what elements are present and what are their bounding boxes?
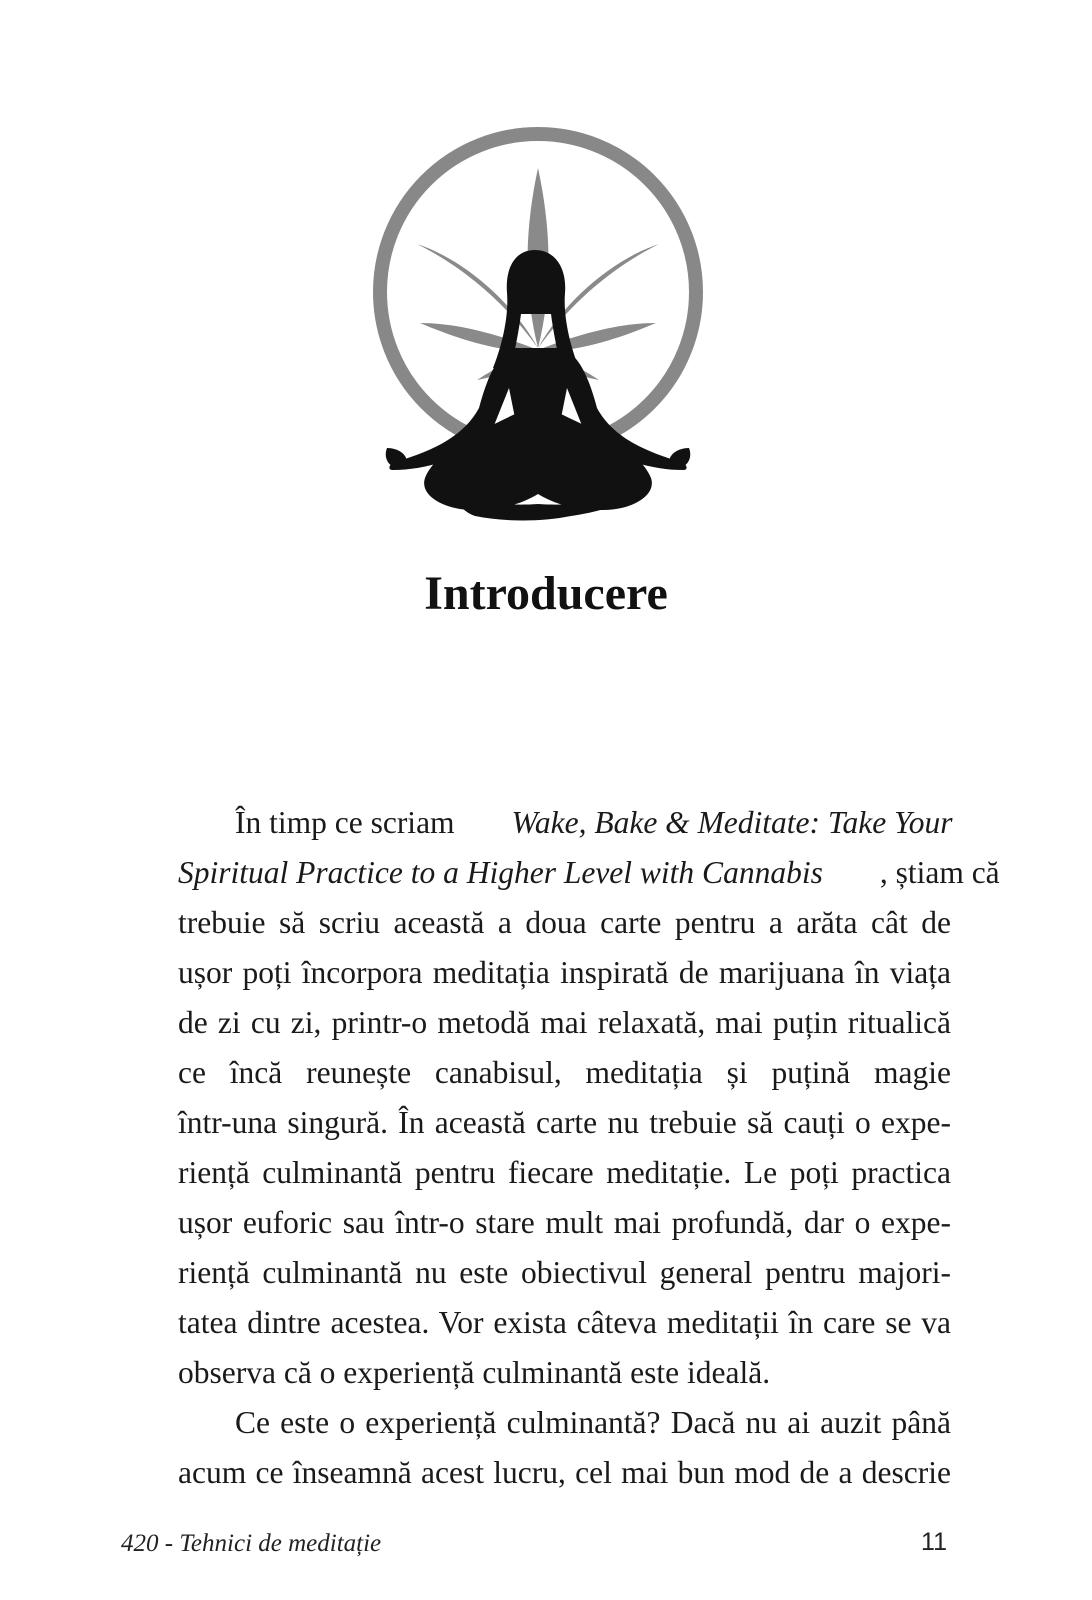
paragraph-1 — [121, 798, 1000, 1398]
paragraph-2 — [121, 1398, 951, 1498]
text-line: observa că o experiență culminantă este ideală. — [178, 1355, 771, 1390]
text-line: tatea dintre acestea. Vor exista câteva meditații în care se va — [178, 1305, 951, 1340]
chapter-title: Introducere — [424, 567, 668, 621]
text-line: Ce este o experiență culminantă? Dacă nu ai auzit până — [235, 1405, 951, 1440]
text-line: ușor euforic sau într-o stare mult mai profundă, dar o expe- — [178, 1205, 951, 1240]
text-line: riență culminantă nu este obiectivul general pentru majori- — [178, 1255, 951, 1290]
running-title: 420 - Tehnici de meditație — [121, 1530, 382, 1557]
meditation-cannabis-emblem — [365, 118, 725, 538]
text-line: ce încă reunește canabisul, meditația și puțină magie — [178, 1055, 951, 1090]
meditating-person-silhouette — [386, 250, 691, 521]
text-line: ușor poți încorpora meditația inspirată de marijuana în viața — [178, 955, 951, 990]
page-number: 11 — [921, 1528, 947, 1556]
text-line: Spiritual Practice to a Higher Level with Cannabis , știam că — [178, 855, 1000, 890]
text-line: acum ce înseamnă acest lucru, cel mai bun mod de a descrie — [178, 1455, 951, 1490]
text-line: într-una singură. În această carte nu trebuie să cauți o expe- — [178, 1105, 951, 1140]
text-line: În timp ce scriam Wake, Bake & Meditate: Take Your — [235, 805, 953, 840]
text-line: riență culminantă pentru fiecare meditație. Le poți practica — [178, 1155, 951, 1190]
body-text — [121, 798, 1000, 1498]
text-line: de zi cu zi, printr-o metodă mai relaxată, mai puțin ritualică — [178, 1005, 951, 1040]
text-line: trebuie să scriu această a doua carte pentru a arăta cât de — [178, 905, 951, 940]
